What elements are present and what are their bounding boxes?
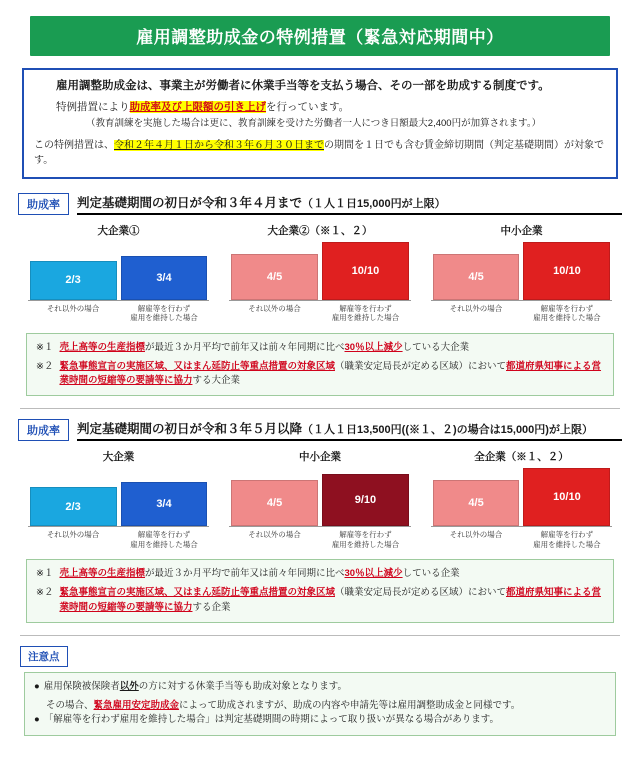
bar-wrapper [121, 468, 208, 526]
section1-chart [18, 221, 622, 323]
text-segment: 30％以上減少 [344, 568, 403, 580]
bar-label: 解雇等を行わず 雇用を維持した場合 [533, 303, 601, 323]
intro-line-4-highlight: 令和２年４月１日から令和３年６月３０日まで [114, 139, 324, 151]
bar-group-bars [431, 468, 612, 527]
bar-group-labels [431, 304, 612, 323]
bar-group-labels [431, 530, 612, 549]
bar: 10/10 [322, 242, 409, 300]
section2-tag: 助成率 [18, 419, 69, 441]
bar: 4/5 [231, 480, 318, 526]
bar-group [229, 449, 410, 549]
bar-group [431, 449, 612, 549]
bar-group-bars [431, 242, 612, 301]
section1-notes [26, 333, 614, 397]
section2-title [77, 419, 622, 441]
attention-box [24, 672, 616, 736]
section1-header [18, 193, 622, 215]
bar-label: それ以外の場合 [248, 303, 301, 313]
section-divider [20, 408, 620, 409]
attention-tag: 注意点 [20, 646, 68, 667]
bar-group-title: 大企業① [97, 224, 140, 237]
bar-group [229, 223, 410, 323]
text-segment: 都道府県知事による営業時間の短縮等の要請等に協力 [59, 587, 602, 613]
text-segment: 30％以上減少 [344, 341, 403, 353]
section-rate-april [18, 193, 622, 397]
note-row [36, 360, 604, 389]
note-row [36, 586, 604, 615]
bar: 10/10 [523, 468, 610, 526]
bar-label: 解雇等を行わず 雇用を維持した場合 [130, 530, 198, 549]
note-mark: ※１ [36, 341, 54, 353]
bar-wrapper [433, 242, 520, 300]
bar-label: それ以外の場合 [46, 530, 100, 540]
bar: 3/4 [121, 256, 208, 300]
section1-title [77, 193, 622, 215]
section-rate-may [18, 419, 622, 623]
bar-label: 解雇等を行わず 雇用を維持した場合 [533, 530, 601, 549]
text-segment: が最近３か月平均で前年又は前々年同期に比べ [144, 568, 345, 580]
bar: 3/4 [121, 482, 208, 526]
text-segment: 売上高等の生産指標 [59, 568, 145, 580]
text-segment: 「解雇等を行わず雇用を維持した場合」は判定基礎期間の時期によって取り扱いが異なる場合があります。 [43, 714, 499, 726]
text-segment: する大企業 [192, 375, 240, 387]
bar-wrapper [121, 242, 208, 300]
bar-wrapper [523, 242, 610, 300]
section1-title-sub: （１人１日15,000円が上限） [302, 197, 446, 210]
bar-group [28, 449, 209, 549]
bar: 4/5 [433, 254, 520, 300]
bar-group-labels [229, 530, 410, 549]
bar-group-bars [28, 468, 209, 527]
bar: 10/10 [523, 242, 610, 300]
section2-notes [26, 559, 614, 623]
bar-label: 解雇等を行わず 雇用を維持した場合 [331, 303, 400, 323]
text-segment: （職業安定局長が定める区域）において [334, 587, 506, 599]
bar-group-labels [229, 304, 410, 323]
note-body [59, 586, 604, 615]
bar-label: 解雇等を行わず 雇用を維持した場合 [331, 530, 400, 549]
bar-group-labels [28, 530, 209, 549]
bar-label: それ以外の場合 [449, 530, 503, 540]
section1-title-main: 判定基礎期間の初日が令和３年４月まで [77, 195, 303, 210]
text-segment: が最近３か月平均で前年又は前々年同期に比べ [144, 341, 345, 353]
text-segment: の方に対する休業手当等も助成対象となります。 [138, 680, 348, 692]
intro-line-2-post: を行っています。 [266, 100, 350, 113]
bar-label: それ以外の場合 [248, 530, 301, 540]
text-segment: 以外 [119, 680, 139, 692]
note-mark: ※２ [36, 360, 54, 372]
text-segment: している大企業 [402, 341, 470, 353]
intro-line-2 [34, 99, 606, 115]
attention-subitem [34, 699, 606, 714]
bar-group-title: 大企業②（※１、２） [267, 224, 373, 237]
section2-title-sub: （１人１日13,500円((※１、２)の場合は15,000円)が上限） [302, 424, 593, 437]
attention-item-text [44, 713, 499, 728]
bar-group-title: 中小企業 [299, 451, 341, 464]
bar-label: それ以外の場合 [449, 303, 503, 313]
text-segment: している企業 [402, 568, 460, 580]
section2-title-main: 判定基礎期間の初日が令和３年５月以降 [77, 422, 303, 437]
note-mark: ※２ [36, 587, 54, 599]
intro-line-4-pre: この特例措置は、 [34, 139, 114, 151]
bar-group-bars [229, 242, 410, 301]
bar-wrapper [322, 468, 409, 526]
intro-line-4 [34, 138, 606, 169]
intro-line-2-highlight: 助成率及び上限額の引き上げ [129, 100, 266, 113]
bar-wrapper [30, 468, 117, 526]
bar-group-labels [28, 304, 209, 323]
attention-item-text [44, 680, 347, 695]
bar: 4/5 [231, 254, 318, 300]
text-segment: 売上高等の生産指標 [59, 341, 145, 353]
attention-item-wrapper [34, 713, 606, 728]
note-mark: ※１ [36, 568, 54, 580]
text-segment: その場合、 [46, 699, 94, 711]
bar-group-bars [229, 468, 410, 527]
intro-line-2-pre: 特例措置により [56, 100, 130, 113]
section2-header [18, 419, 622, 441]
page-title: 雇用調整助成金の特例措置（緊急対応期間中） [30, 16, 610, 56]
section2-chart [18, 447, 622, 549]
intro-line-4-post: の期間を１日でも含む賃金締切期間（判定基礎期間）が対象です。 [34, 139, 604, 167]
bar-group-title: 大企業 [102, 451, 135, 464]
bullet-icon: ● [34, 714, 40, 726]
text-segment: 都道府県知事による営業時間の短縮等の要請等に協力 [59, 360, 602, 387]
text-segment: する企業 [192, 601, 231, 613]
text-segment: 緊急事態宣言の実施区域、又はまん延防止等重点措置の対象区域 [59, 360, 335, 372]
intro-line-3: （教育訓練を実施した場合は更に、教育訓練を受けた労働者一人につき日額最大2,400円が加算されます。） [86, 118, 542, 130]
bar-wrapper [523, 468, 610, 526]
note-body [59, 567, 604, 581]
bar-wrapper [231, 468, 318, 526]
attention-item-wrapper [34, 680, 606, 713]
note-body [59, 360, 604, 389]
bar-wrapper [231, 242, 318, 300]
bar-group-bars [28, 242, 209, 301]
bar: 4/5 [433, 480, 520, 526]
bar-wrapper [30, 242, 117, 300]
bar-group-title: 中小企業 [500, 224, 543, 237]
section1-tag: 助成率 [18, 193, 69, 215]
bar-wrapper [433, 468, 520, 526]
bar: 9/10 [322, 474, 409, 526]
text-segment: 雇用保険被保険者 [43, 680, 120, 692]
text-segment: 緊急雇用安定助成金 [93, 699, 180, 711]
bar-group-title: 全企業（※１、２） [474, 451, 569, 464]
bar-group [28, 223, 209, 323]
note-row [36, 341, 604, 355]
bar-label: 解雇等を行わず 雇用を維持した場合 [130, 303, 198, 323]
bar-wrapper [322, 242, 409, 300]
attention-item [34, 680, 606, 695]
intro-line-1: 雇用調整助成金は、事業主が労働者に休業手当等を支払う場合、その一部を助成する制度です。 [56, 80, 550, 92]
intro-box [22, 68, 618, 179]
attention-divider [20, 635, 620, 636]
bar: 2/3 [30, 261, 117, 300]
text-segment: （職業安定局長が定める区域）において [334, 360, 506, 372]
bar-group [431, 223, 612, 323]
note-row [36, 567, 604, 581]
attention-item [34, 713, 606, 728]
note-body [59, 341, 604, 355]
bar-label: それ以外の場合 [46, 303, 100, 313]
bar: 2/3 [30, 487, 117, 526]
bullet-icon: ● [34, 680, 40, 692]
text-segment: によって助成されますが、助成の内容や申請先等は雇用調整助成金と同様です。 [179, 699, 521, 711]
text-segment: 緊急事態宣言の実施区域、又はまん延防止等重点措置の対象区域 [59, 587, 335, 599]
